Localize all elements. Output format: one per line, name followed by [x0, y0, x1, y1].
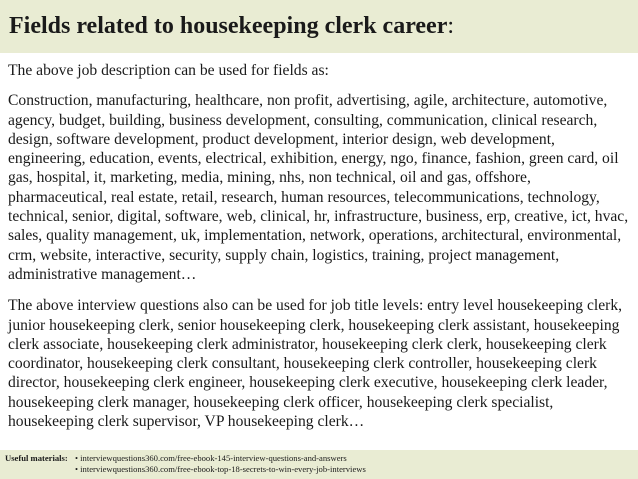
footer-label: Useful materials: [5, 453, 68, 463]
footer [5, 453, 366, 475]
intro-text: The above job description can be used for fields as: [8, 62, 329, 79]
job-levels-paragraph: The above interview questions also can be used for job title levels: entry level housekeeping clerk, junior housekeeping clerk, senior housekeeping clerk, housekeeping clerk assistant, housekeeping clerk associate, housekeeping clerk administrator, housekeeping clerk clerk, housekeeping clerk coordinator, housekeeping clerk consultant, housekeeping clerk controller, housekeeping clerk director, housekeeping clerk engineer, housekeeping clerk executive, housekeeping clerk leader, housekeeping clerk manager, housekeeping clerk officer, housekeeping clerk specialist, housekeeping clerk supervisor, VP housekeeping clerk… [8, 297, 623, 431]
slide-body [8, 61, 632, 431]
slide-title [9, 12, 454, 40]
footer-link-ebook-top-18[interactable]: • interviewquestions360.com/free-ebook-top-18-secrets-to-win-every-job-interviews [75, 464, 366, 474]
slide-title-text: Fields related to housekeeping clerk career [9, 13, 448, 39]
footer-links [75, 453, 366, 475]
fields-paragraph: Construction, manufacturing, healthcare, non profit, advertising, agile, architecture, automotive, agency, budget, building, business development, consulting, communication, clinical research, design, software development, product development, interior design, web development, engineering, education, events, electrical, exhibition, energy, ngo, finance, fashion, green card, oil gas, hospital, it, marketing, media, mining, nhs, non technical, oil and gas, offshore, pharmaceutical, real estate, retail, research, human resources, telecommunications, technology, technical, senior, digital, software, web, clinical, hr, infrastructure, business, erp, creative, ict, hvac, sales, quality management, uk, implementation, network, operations, architectural, environmental, crm, website, interactive, security, supply chain, logistics, training, project management, administrative management… [8, 92, 629, 283]
slide-title-colon: : [447, 13, 455, 39]
footer-link-ebook-145[interactable]: • interviewquestions360.com/free-ebook-145-interview-questions-and-answers [75, 453, 347, 463]
